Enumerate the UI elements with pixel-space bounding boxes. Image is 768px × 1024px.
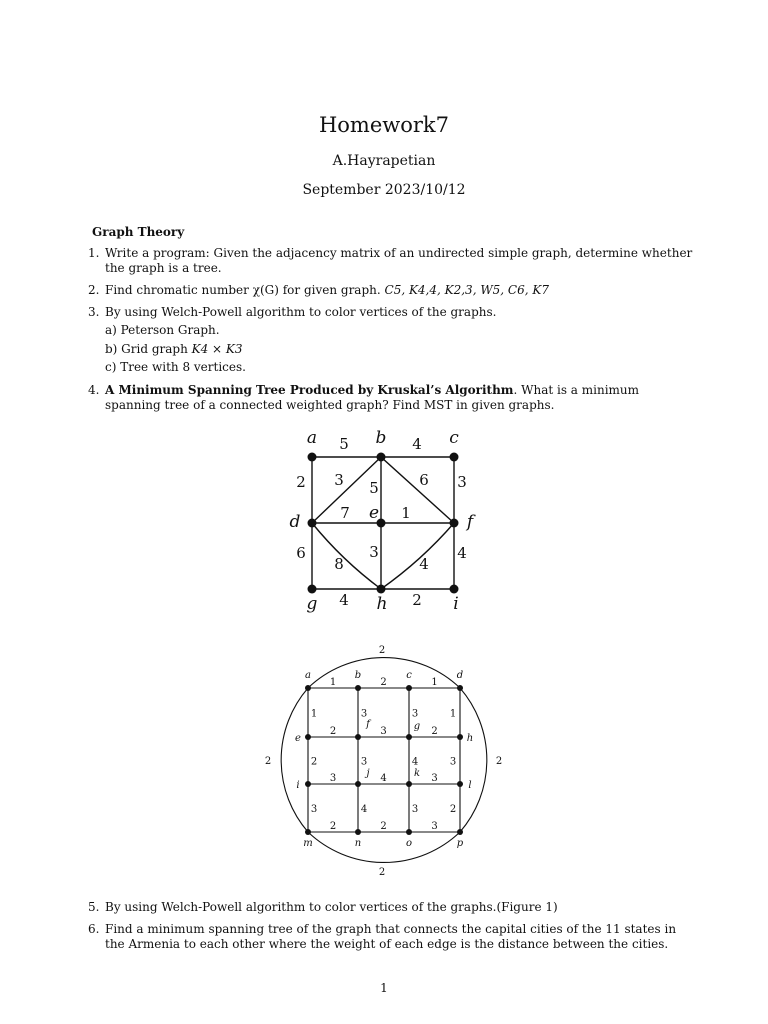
vertex-label-b: b [354, 670, 362, 681]
edge-b-f [381, 457, 454, 523]
vertex-l [457, 781, 463, 787]
problem-3 [88, 305, 698, 320]
vertex-e [305, 734, 311, 740]
edge-weight-l-p: 2 [449, 804, 457, 815]
vertex-n [355, 829, 361, 835]
vertex-label-g: g [413, 721, 421, 732]
edge-weight-b-e: 5 [369, 479, 379, 497]
vertex-label-f: f [466, 512, 474, 532]
problem-text: Write a program: Given the adjacency matrix of an undirected simple graph, determine whether the graph is a tree. [105, 246, 693, 275]
vertex-f [450, 519, 459, 528]
edge-weight-m-n: 2 [329, 821, 337, 832]
subitem-math: K4 × K3 [191, 342, 243, 356]
vertex-i [450, 585, 459, 594]
document-date: September 2023/10/12 [302, 182, 466, 198]
vertex-label-j: j [366, 768, 370, 779]
vertex-f [355, 734, 361, 740]
edge-weight-d-e: 7 [340, 504, 350, 522]
edge-weight-b-f: 3 [360, 708, 368, 720]
edge-weight-e-f: 2 [329, 726, 337, 737]
vertex-label-p: p [456, 838, 464, 849]
arc-d-p [460, 688, 487, 832]
edge-weight-a-b: 5 [339, 435, 349, 453]
edge-weight-g-k: 4 [411, 756, 419, 768]
problem-number: 4. [88, 383, 100, 397]
edge-weight-j-n: 4 [360, 804, 368, 815]
weighted-graph-1 [280, 425, 490, 620]
vertex-label-h: h [466, 733, 474, 744]
problem-bold-title: A Minimum Spanning Tree Produced by Kruskal’s Algorithm [105, 383, 514, 397]
vertex-label-a: a [305, 670, 311, 681]
edge-weight-b-f: 6 [419, 471, 429, 489]
edge-weight-c-f: 3 [457, 473, 467, 491]
vertex-a [305, 685, 311, 691]
vertex-label-m: m [303, 838, 313, 849]
edge-weight-i-m: 3 [310, 804, 318, 815]
edge-weight-d-h: 8 [334, 555, 344, 573]
problem-text: Find a minimum spanning tree of the graph that connects the capital cities of the 11 states in the Armenia to each other where the weight of each edge is the distance between the cities. [105, 922, 677, 951]
vertex-label-d: d [289, 512, 301, 532]
vertex-h [377, 585, 386, 594]
vertex-o [406, 829, 412, 835]
edge-weight-g-h: 4 [339, 591, 349, 609]
problem-6 [88, 922, 698, 952]
vertex-g [406, 734, 412, 740]
vertex-label-e: e [368, 503, 380, 523]
vertex-label-b: b [375, 428, 387, 448]
page-number: 1 [380, 981, 388, 995]
vertex-i [305, 781, 311, 787]
arc-weight-a-d: 2 [378, 645, 386, 656]
document-author: A.Hayrapetian [332, 153, 436, 169]
problem-4 [88, 383, 698, 413]
edge-weight-e-f: 1 [401, 504, 411, 522]
edge-weight-c-d: 1 [431, 677, 438, 688]
subitem-text: b) Grid graph [105, 342, 192, 356]
edge-weight-a-d: 2 [296, 473, 306, 491]
problem-number: 3. [88, 305, 100, 319]
vertex-j [355, 781, 361, 787]
edge-weight-f-j: 3 [360, 756, 368, 768]
edge-weight-k-o: 3 [411, 804, 419, 815]
vertex-label-o: o [405, 838, 413, 849]
edge-weight-i-j: 3 [329, 773, 337, 784]
problem-math: C5, K4,4, K2,3, W5, C6, K7 [384, 283, 549, 297]
edge-weight-e-i: 2 [310, 756, 318, 768]
problem-5 [88, 900, 698, 915]
problem-number: 1. [88, 246, 100, 260]
vertex-label-e: e [295, 733, 301, 744]
arc-m-p [308, 832, 460, 862]
document-title: Homework7 [318, 113, 450, 137]
edge-weight-d-g: 6 [296, 544, 306, 562]
problem-number: 2. [88, 283, 100, 297]
vertex-m [305, 829, 311, 835]
subitem-c: c) Tree with 8 vertices. [105, 360, 246, 374]
problem-number: 5. [88, 900, 100, 914]
problem-text: By using Welch-Powell algorithm to color vertices of the graphs. [105, 305, 497, 319]
edge-weight-f-g: 3 [380, 726, 387, 737]
edge-weight-n-o: 2 [380, 821, 387, 832]
problem-text: By using Welch-Powell algorithm to color vertices of the graphs.(Figure 1) [105, 900, 558, 914]
vertex-label-f: f [366, 719, 370, 730]
edge-weight-b-c: 4 [412, 435, 422, 453]
vertex-label-k: k [413, 768, 421, 779]
edge-weight-a-e: 1 [310, 708, 318, 720]
vertex-g [308, 585, 317, 594]
edge-weight-a-b: 1 [329, 677, 337, 688]
vertex-c [406, 685, 412, 691]
vertex-k [406, 781, 412, 787]
vertex-label-g: g [306, 594, 318, 614]
vertex-d [457, 685, 463, 691]
problem-1 [88, 246, 698, 276]
weighted-graph-2 [254, 640, 514, 880]
vertex-label-i: i [453, 594, 459, 614]
edge-weight-j-k: 4 [380, 773, 387, 784]
edge-weight-f-i: 4 [457, 544, 467, 562]
vertex-label-n: n [354, 838, 362, 849]
vertex-h [457, 734, 463, 740]
vertex-label-c: c [449, 428, 459, 448]
vertex-label-d: d [456, 670, 464, 681]
problem-text: Find chromatic number χ(G) for given graph. [105, 283, 385, 297]
edge-weight-e-h: 3 [369, 543, 379, 561]
arc-weight-m-p: 2 [378, 867, 386, 878]
section-heading: Graph Theory [92, 225, 185, 239]
edge-weight-k-l: 3 [431, 773, 438, 784]
arc-weight-d-p: 2 [495, 756, 503, 767]
vertex-label-a: a [306, 428, 318, 448]
vertex-a [308, 453, 317, 462]
subitem-b [105, 342, 243, 357]
arc-weight-a-m: 2 [264, 756, 272, 767]
edge-weight-c-g: 3 [411, 708, 419, 720]
vertex-label-l: l [468, 780, 472, 791]
edge-weight-f-h: 4 [419, 555, 429, 573]
vertex-label-c: c [406, 670, 412, 681]
arc-a-m [281, 688, 308, 832]
edge-weight-b-c: 2 [380, 677, 387, 688]
problem-number: 6. [88, 922, 100, 936]
vertex-b [377, 453, 386, 462]
vertex-c [450, 453, 459, 462]
subitem-a: a) Peterson Graph. [105, 323, 220, 337]
edge-weight-o-p: 3 [431, 821, 438, 832]
edge-weight-b-d: 3 [334, 471, 344, 489]
problem-2 [88, 283, 698, 298]
edge-weight-h-i: 2 [412, 591, 422, 609]
vertex-label-i: i [296, 780, 300, 791]
edge-weight-d-h: 1 [449, 708, 457, 720]
edge-weight-g-h: 2 [431, 726, 438, 737]
edge-weight-h-l: 3 [449, 756, 457, 768]
edge-f-h [381, 523, 454, 589]
vertex-b [355, 685, 361, 691]
vertex-d [308, 519, 317, 528]
vertex-label-h: h [376, 594, 388, 614]
problem-text: . What is a minimum spanning tree of a connected weighted graph? Find MST in given graphs. [105, 383, 640, 412]
vertex-p [457, 829, 463, 835]
